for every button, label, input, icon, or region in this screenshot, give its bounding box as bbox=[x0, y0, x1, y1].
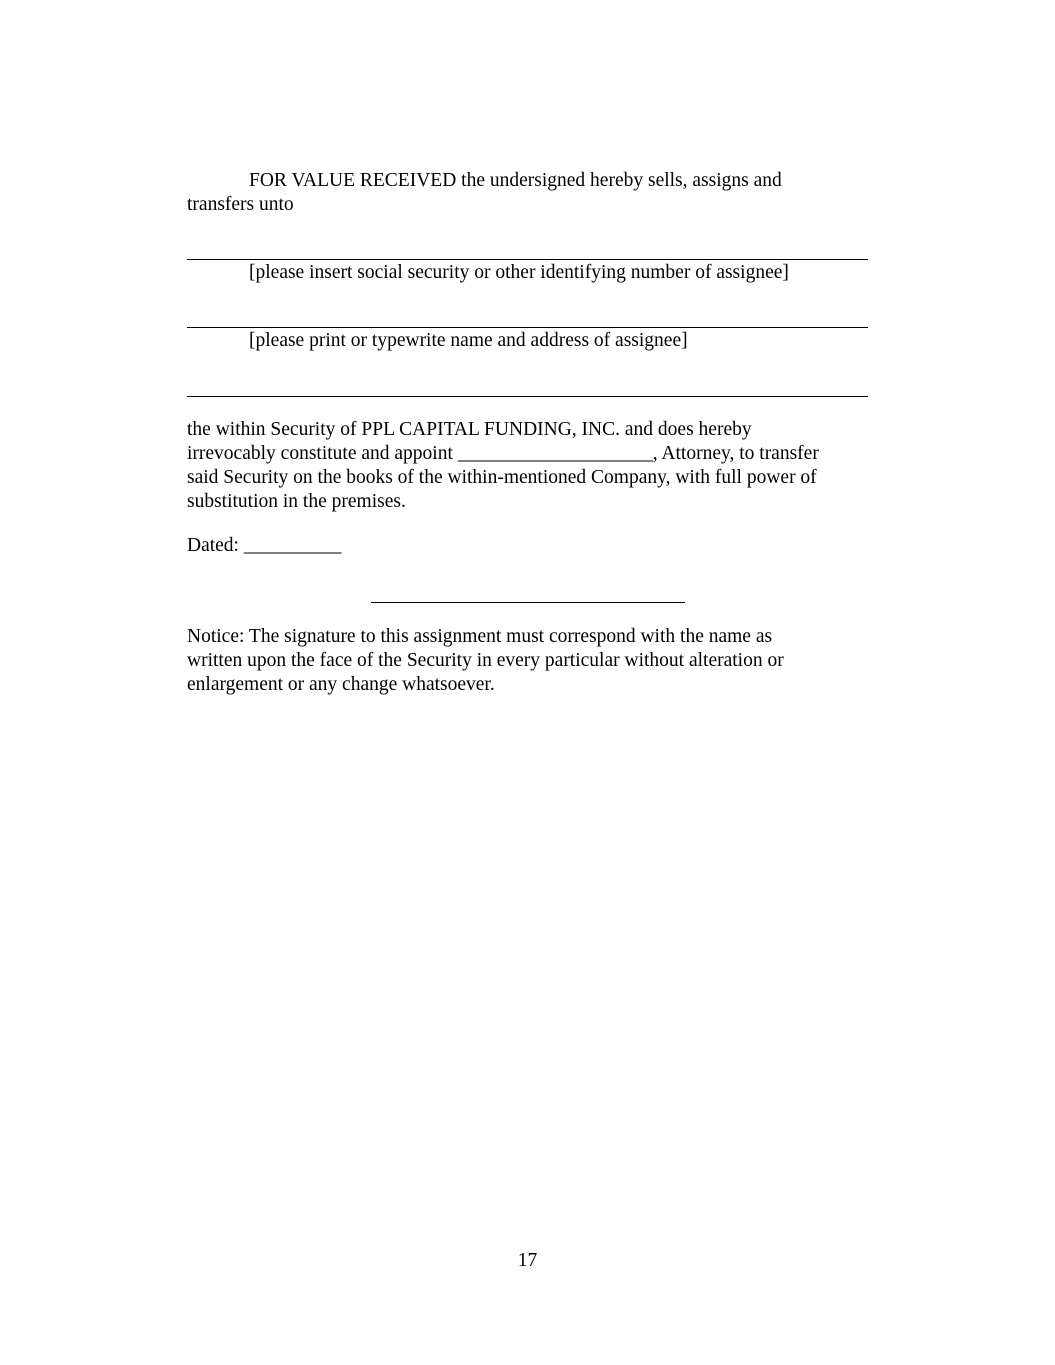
dated-text: Dated: __________ bbox=[187, 535, 342, 556]
body-paragraph bbox=[187, 418, 872, 514]
body-line-3: said Security on the books of the within-mentioned Company, with full power of bbox=[187, 467, 817, 488]
intro-paragraph bbox=[187, 169, 872, 217]
notice-line-1: Notice: The signature to this assignment must correspond with the name as bbox=[187, 626, 773, 647]
dated-field bbox=[187, 534, 872, 558]
body-line-4: substitution in the premises. bbox=[187, 491, 406, 512]
intro-line-1: FOR VALUE RECEIVED the undersigned hereby sells, assigns and bbox=[249, 170, 782, 191]
name-hint-text: [please print or typewrite name and address of assignee] bbox=[249, 330, 688, 351]
name-hint bbox=[187, 329, 872, 353]
body-line-2: irrevocably constitute and appoint ____________________, Attorney, to transfer bbox=[187, 443, 819, 464]
assignee-name-line[interactable] bbox=[187, 327, 868, 328]
assignee-address-line[interactable] bbox=[187, 396, 868, 397]
intro-line-2: transfers unto bbox=[187, 194, 294, 215]
body-line-1: the within Security of PPL CAPITAL FUNDING, INC. and does hereby bbox=[187, 419, 752, 440]
notice-line-2: written upon the face of the Security in every particular without alteration or bbox=[187, 650, 784, 671]
ssn-hint bbox=[187, 261, 872, 285]
notice-line-3: enlargement or any change whatsoever. bbox=[187, 674, 495, 695]
ssn-hint-text: [please insert social security or other identifying number of assignee] bbox=[249, 262, 789, 283]
assignee-ssn-line[interactable] bbox=[187, 259, 868, 260]
notice-paragraph bbox=[187, 625, 872, 697]
signature-line[interactable] bbox=[371, 602, 685, 603]
page-number: 17 bbox=[517, 1250, 538, 1271]
